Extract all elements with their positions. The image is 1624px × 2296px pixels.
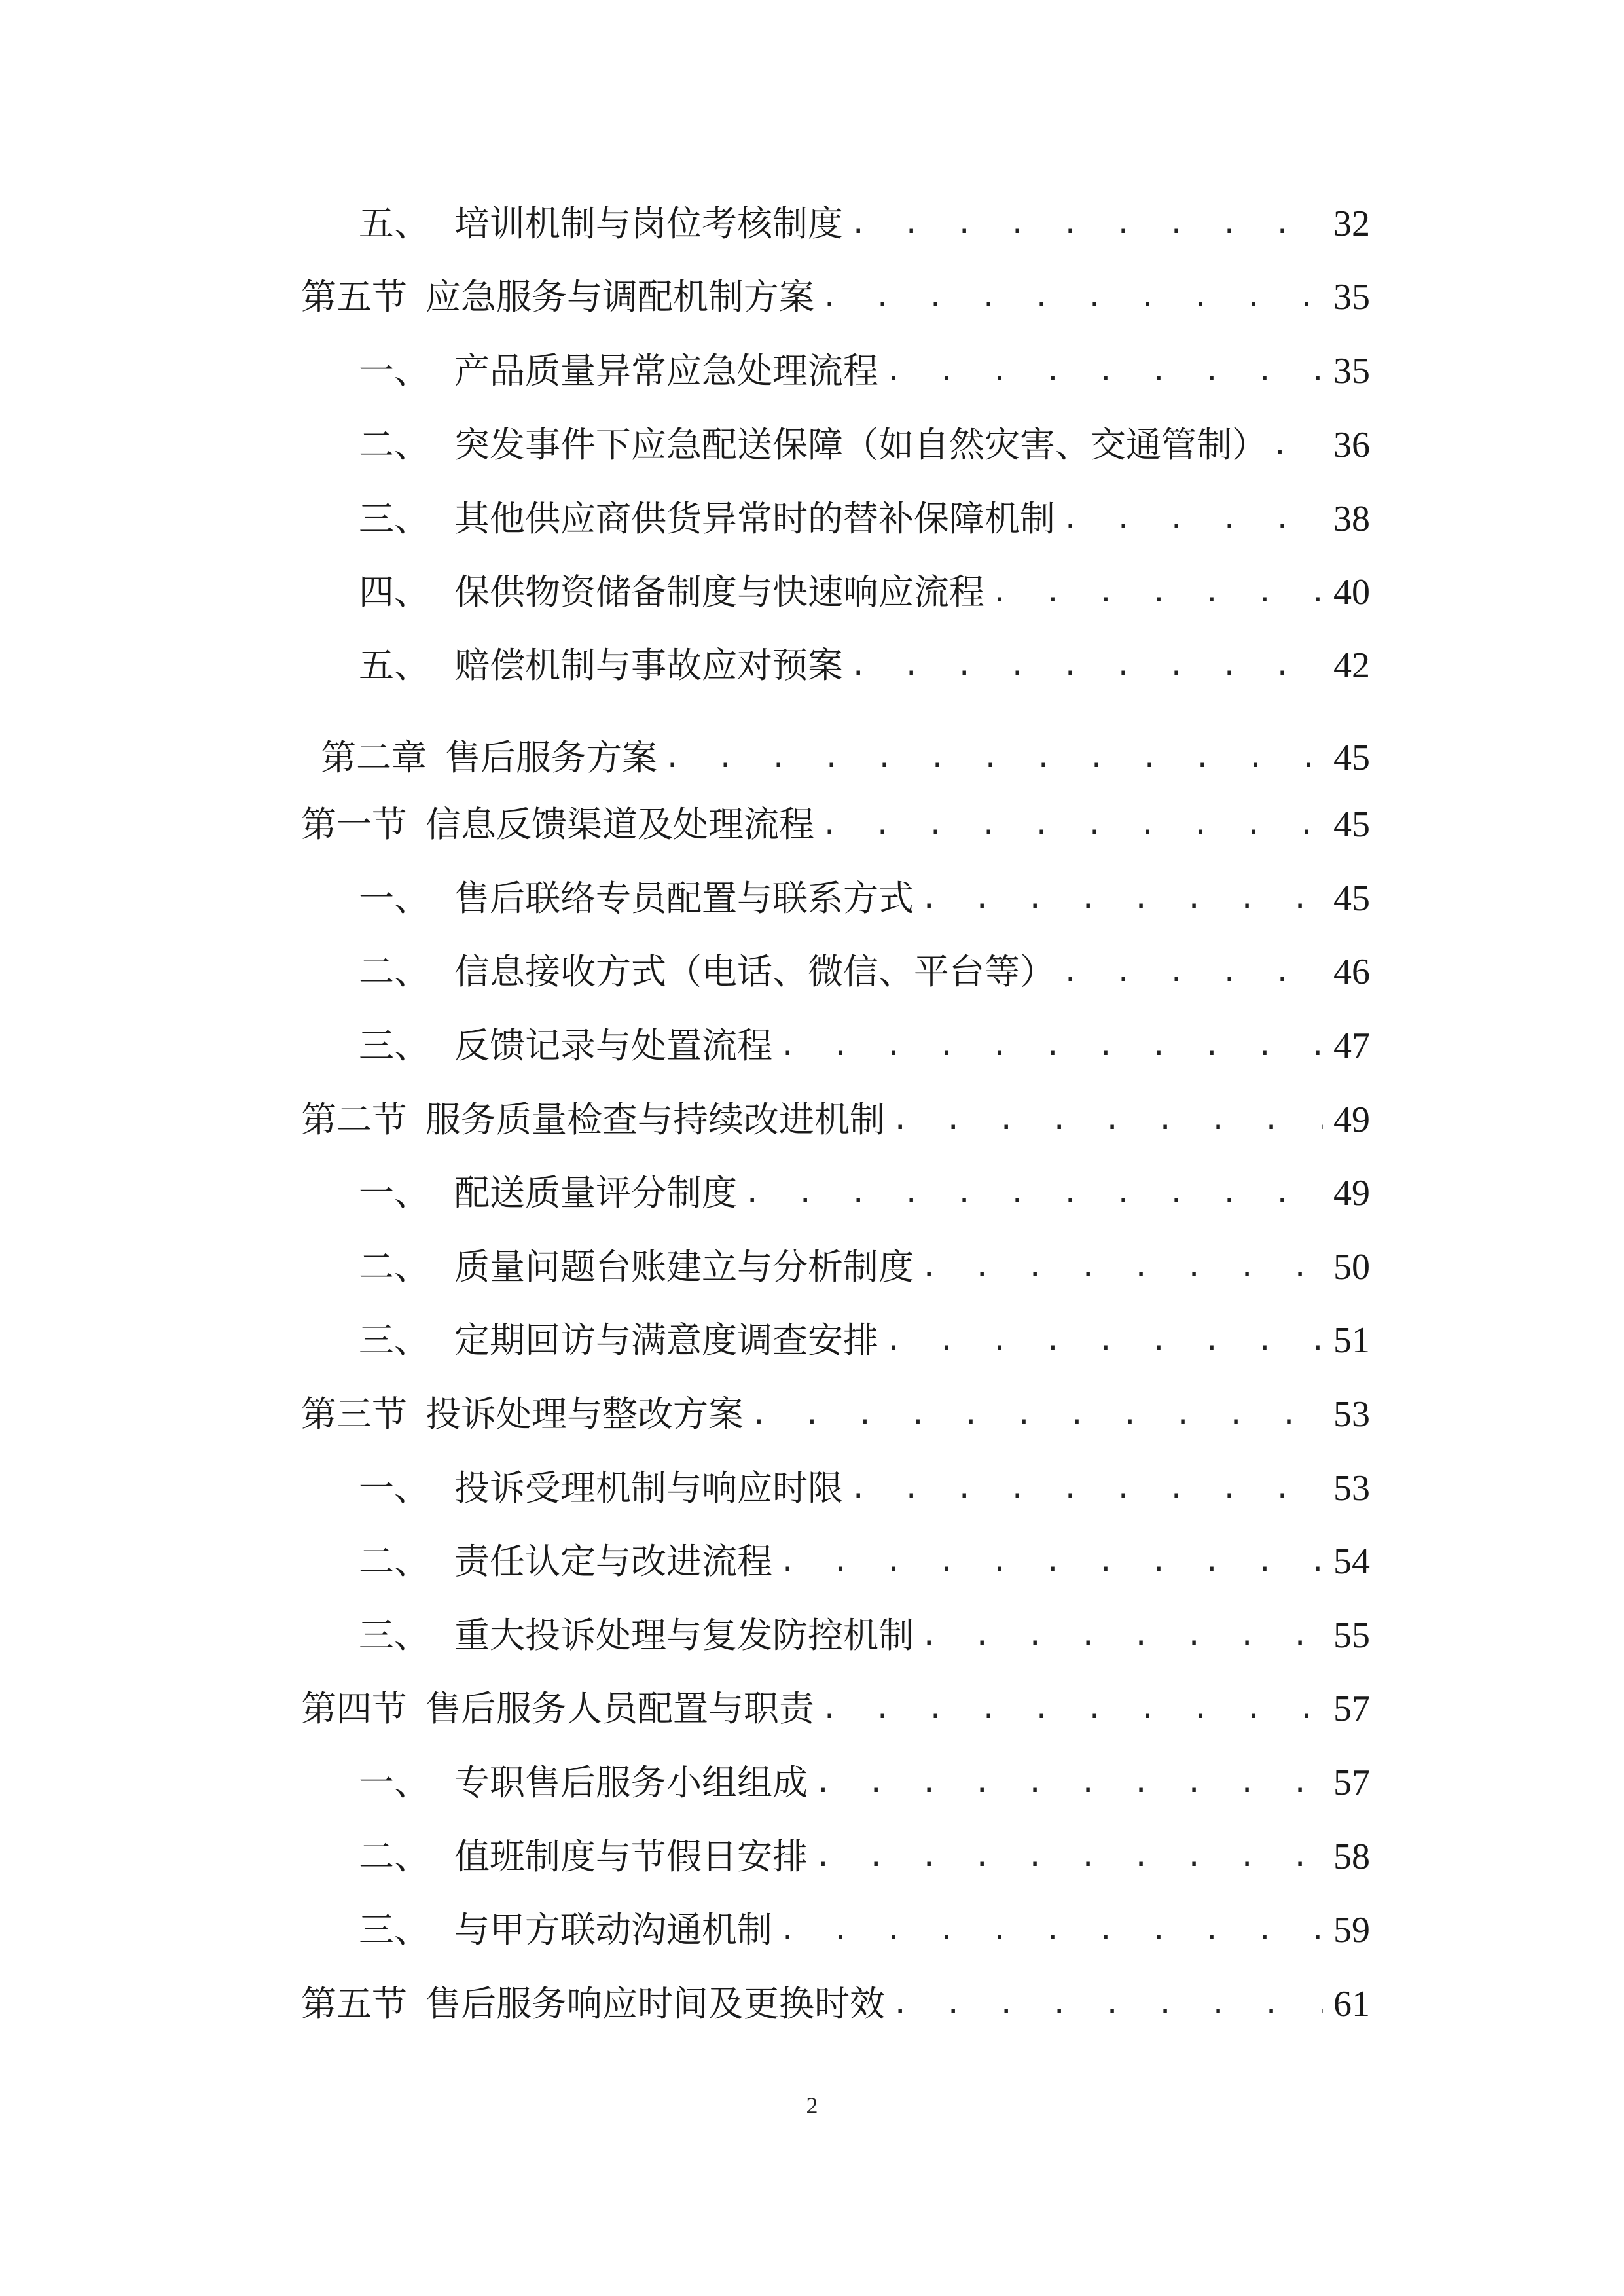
toc-entry[interactable]	[301, 271, 1370, 323]
toc-entry-number: 一、	[359, 350, 429, 391]
toc-leader-dots	[1062, 493, 1323, 545]
toc-entry[interactable]	[359, 493, 1370, 545]
toc-entry-number: 第二节	[301, 1099, 407, 1140]
toc-entry-title: 突发事件下应急配送保障（如自然灾害、交通管制）	[454, 424, 1267, 465]
toc-entry[interactable]	[359, 1314, 1370, 1367]
toc-entry[interactable]	[359, 1020, 1370, 1072]
toc-leader-dots	[744, 1167, 1323, 1219]
toc-entry-page: 53	[1333, 1468, 1370, 1509]
toc-leader-dots	[850, 639, 1323, 692]
toc-entry-title: 售后服务方案	[445, 737, 657, 778]
toc-entry-title: 赔偿机制与事故应对预案	[454, 645, 843, 686]
toc-entry[interactable]	[359, 1831, 1370, 1883]
toc-entry[interactable]	[301, 1094, 1370, 1146]
toc-entry-number: 五、	[359, 645, 429, 686]
toc-leader-dots	[885, 1314, 1323, 1367]
toc-entry[interactable]	[359, 1167, 1370, 1219]
toc-entry-number: 二、	[359, 1246, 429, 1287]
toc-entry[interactable]	[359, 1904, 1370, 1956]
toc-entry-number: 第五节	[301, 276, 407, 317]
toc-entry[interactable]	[359, 419, 1370, 471]
toc-entry-page: 45	[1333, 804, 1370, 845]
toc-entry-number: 四、	[359, 571, 429, 613]
toc-entry-title: 反馈记录与处置流程	[454, 1025, 772, 1066]
toc-entry-page: 50	[1333, 1247, 1370, 1287]
toc-entry[interactable]	[359, 345, 1370, 397]
toc-entry-page: 38	[1333, 499, 1370, 539]
toc-entry-number: 二、	[359, 951, 429, 992]
toc-entry-page: 59	[1333, 1910, 1370, 1950]
toc-entry-page: 47	[1333, 1026, 1370, 1066]
toc-leader-dots	[1271, 419, 1326, 471]
toc-entry-page: 35	[1333, 277, 1370, 317]
toc-entry-number: 二、	[359, 1541, 429, 1582]
toc-entry-title: 投诉受理机制与响应时限	[454, 1467, 843, 1509]
page-number: 2	[806, 2092, 818, 2119]
toc-entry-title: 其他供应商供货异常时的替补保障机制	[454, 498, 1055, 539]
toc-entry-number: 三、	[359, 1909, 429, 1950]
toc-entry-title: 信息反馈渠道及处理流程	[425, 804, 814, 845]
toc-entry[interactable]	[359, 1241, 1370, 1293]
toc-leader-dots	[1062, 946, 1323, 998]
toc-entry-page: 58	[1333, 1837, 1370, 1877]
toc-leader-dots	[821, 271, 1323, 323]
toc-entry-title: 重大投诉处理与复发防控机制	[454, 1615, 914, 1656]
toc-entry-number: 三、	[359, 1319, 429, 1361]
toc-entry-title: 专职售后服务小组组成	[454, 1762, 808, 1803]
toc-entry[interactable]	[359, 639, 1370, 692]
toc-leader-dots	[892, 1094, 1323, 1146]
toc-entry-number: 第五节	[301, 1983, 407, 2024]
toc-leader-dots	[779, 1020, 1323, 1072]
toc-entry-page: 32	[1333, 204, 1370, 244]
toc-leader-dots	[750, 1388, 1323, 1441]
toc-entry-number: 第二章	[321, 737, 427, 778]
toc-entry-number: 第三节	[301, 1393, 407, 1435]
toc-entry-page: 42	[1333, 645, 1370, 686]
toc-entry-page: 61	[1333, 1984, 1370, 2024]
toc-entry-number: 一、	[359, 878, 429, 919]
toc-leader-dots	[814, 1757, 1323, 1809]
toc-entry[interactable]	[301, 1978, 1370, 2030]
toc-entry-page: 57	[1333, 1689, 1370, 1729]
toc-leader-dots	[821, 1683, 1323, 1735]
toc-entry-title: 责任认定与改进流程	[454, 1541, 772, 1582]
toc-entry-title: 保供物资储备制度与快速响应流程	[454, 571, 984, 613]
toc-entry-page: 45	[1333, 738, 1370, 778]
toc-entry-title: 质量问题台账建立与分析制度	[454, 1246, 914, 1287]
toc-leader-dots	[814, 1831, 1323, 1883]
toc-entry-number: 三、	[359, 1025, 429, 1066]
toc-entry-title: 售后服务响应时间及更换时效	[425, 1983, 885, 2024]
toc-leader-dots	[779, 1535, 1323, 1588]
toc-leader-dots	[920, 872, 1323, 925]
toc-entry[interactable]	[359, 946, 1370, 998]
toc-leader-dots	[821, 798, 1323, 851]
toc-entry-number: 三、	[359, 1615, 429, 1656]
toc-entry[interactable]	[359, 1462, 1370, 1515]
toc-entry-page: 35	[1333, 351, 1370, 391]
toc-entry-number: 二、	[359, 424, 429, 465]
toc-entry-number: 二、	[359, 1836, 429, 1877]
toc-entry-number: 一、	[359, 1467, 429, 1509]
toc-entry-page: 49	[1333, 1173, 1370, 1213]
toc-leader-dots	[850, 1462, 1323, 1515]
toc-leader-dots	[664, 732, 1323, 784]
toc-entry[interactable]	[301, 1388, 1370, 1441]
toc-entry-page: 40	[1333, 572, 1370, 613]
toc-entry-title: 定期回访与满意度调查安排	[454, 1319, 878, 1361]
toc-entry-chapter[interactable]	[321, 732, 1370, 784]
toc-entry[interactable]	[359, 198, 1370, 250]
toc-entry[interactable]	[359, 872, 1370, 925]
toc-entry-title: 售后联络专员配置与联系方式	[454, 878, 914, 919]
toc-entry[interactable]	[359, 566, 1370, 619]
toc-entry[interactable]	[359, 1535, 1370, 1588]
toc-entry-title: 与甲方联动沟通机制	[454, 1909, 772, 1950]
toc-entry-title: 培训机制与岗位考核制度	[454, 203, 843, 244]
toc-entry-title: 信息接收方式（电话、微信、平台等）	[454, 951, 1055, 992]
toc-entry-page: 54	[1333, 1541, 1370, 1582]
toc-entry-page: 36	[1333, 425, 1370, 465]
toc-entry-page: 49	[1333, 1100, 1370, 1140]
toc-leader-dots	[991, 566, 1323, 619]
toc-entry-number: 第一节	[301, 804, 407, 845]
toc-leader-dots	[850, 198, 1323, 250]
toc-entry-title: 配送质量评分制度	[454, 1172, 737, 1213]
toc-entry-number: 五、	[359, 203, 429, 244]
toc-leader-dots	[779, 1904, 1323, 1956]
toc-entry-title: 投诉处理与整改方案	[425, 1393, 744, 1435]
toc-leader-dots	[920, 1609, 1323, 1662]
toc-entry-number: 一、	[359, 1762, 429, 1803]
toc-entry-page: 51	[1333, 1320, 1370, 1361]
toc-entry-number: 三、	[359, 498, 429, 539]
toc-entry[interactable]	[359, 1757, 1370, 1809]
toc-entry-number: 一、	[359, 1172, 429, 1213]
toc-leader-dots	[885, 345, 1323, 397]
toc-entry-title: 值班制度与节假日安排	[454, 1836, 808, 1877]
toc-entry-page: 57	[1333, 1763, 1370, 1803]
toc-leader-dots	[892, 1978, 1323, 2030]
toc-entry-title: 售后服务人员配置与职责	[425, 1688, 814, 1729]
toc-entry-page: 45	[1333, 878, 1370, 919]
toc-entry-title: 服务质量检查与持续改进机制	[425, 1099, 885, 1140]
toc-entry-title: 应急服务与调配机制方案	[425, 276, 814, 317]
toc-entry[interactable]	[359, 1609, 1370, 1662]
toc-entry-title: 产品质量异常应急处理流程	[454, 350, 878, 391]
toc-entry-page: 46	[1333, 952, 1370, 992]
toc-entry[interactable]	[301, 798, 1370, 851]
toc-entry-number: 第四节	[301, 1688, 407, 1729]
toc-entry-page: 55	[1333, 1615, 1370, 1656]
toc-entry-page: 53	[1333, 1394, 1370, 1435]
toc-leader-dots	[920, 1241, 1323, 1293]
toc-entry[interactable]	[301, 1683, 1370, 1735]
